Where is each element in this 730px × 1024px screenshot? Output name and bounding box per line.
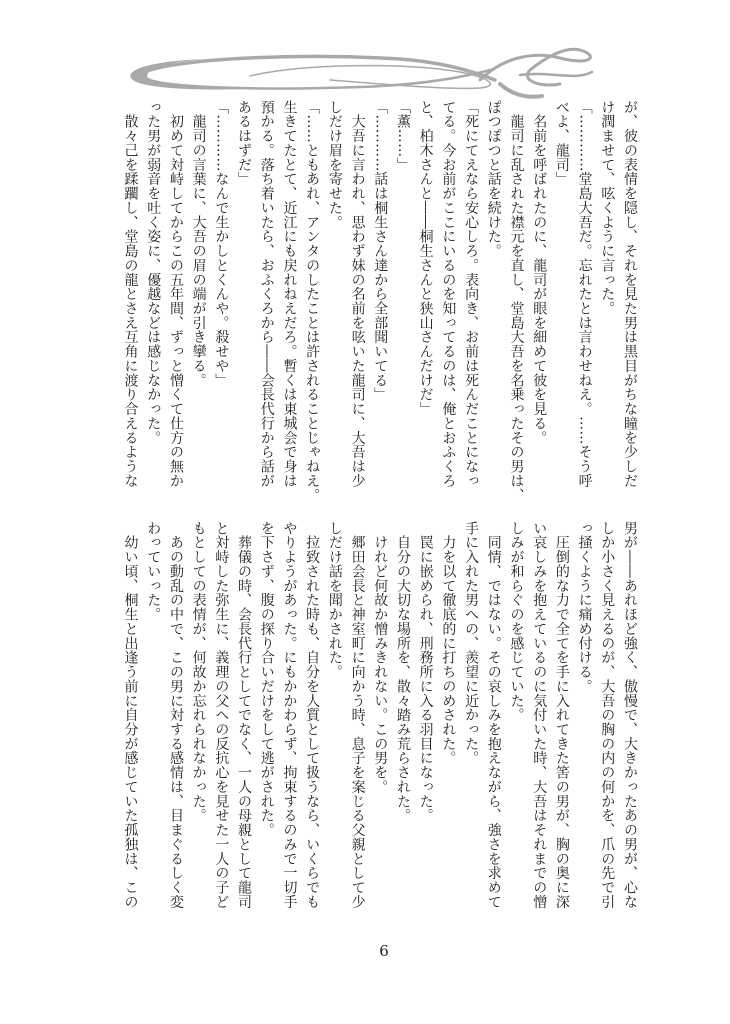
text-column: てる。今お前がここにいるのを知ってるのは、俺とおふくろ (440, 100, 457, 488)
text-column: 龍司の言葉に、大吾の眉の端が引き攣る。 (190, 100, 207, 388)
lower-text-block (119, 521, 641, 913)
text-column: 葬儀の時、会長代行としてでなく、一人の母親として龍司 (236, 521, 253, 909)
text-column: 「…………なんで生かしとくんや。殺せや」 (213, 100, 230, 388)
text-column: あるはずだ」 (236, 100, 253, 187)
text-column: 「薫……」 (394, 100, 411, 172)
text-column: 力を以て徹底的に打ちのめされた。 (440, 521, 457, 766)
text-column: 自分の大切な場所を、散々踏み荒らされた。 (394, 521, 411, 823)
text-column: 男が――あれほど強く、傲慢で、大きかったあの男が、心な (622, 521, 638, 909)
text-column: 名前を呼ばれたのに、龍司が眼を細めて彼を見る。 (531, 100, 548, 445)
text-column: もとしての表情が、何故か忘れられなかった。 (190, 521, 207, 823)
text-column: 郷田会長と神室町に向かう時、息子を案じる父親として少 (349, 521, 366, 909)
text-column: しだけ話を聞かされた。 (326, 521, 343, 680)
text-column: 預かる。落ち着いたら、おふくろから――会長代行から話が (258, 100, 275, 488)
text-column: 圧倒的な力で全てを手に入れてきた筈の男が、胸の奥に深 (553, 521, 570, 909)
text-column: 「死にてえなら安心しろ。表向き、お前は死んだことになっ (463, 100, 480, 488)
text-column: べよ、龍司」 (553, 100, 570, 187)
upper-text-block (119, 100, 641, 503)
text-column: い哀しみを抱えているのに気付いた時、大吾はそれまでの憎 (531, 521, 548, 909)
text-column: 手に入れた男への、羨望に近かった。 (463, 521, 480, 766)
text-column: が、彼の表情を隠し、それを見た男は黒目がちな瞳を少しだ (622, 100, 638, 488)
text-column: と、柏木さんと――桐生さんと狭山さんだけだ」 (417, 100, 434, 417)
text-column: 罠に嵌められ、刑務所に入る羽目になった。 (417, 521, 434, 823)
text-column: 「…………話は桐生さん達から全部聞いてる」 (372, 100, 389, 402)
page-number: 6 (379, 942, 389, 960)
text-column: 散々己を蹂躙し、堂島の龍とさえ互角に渡り合えるような (122, 100, 139, 488)
text-column: 拉致された時も、自分を人質として扱うなら、いくらでも (304, 521, 321, 909)
text-column: と対峙した弥生に、義理の父への反抗心を見せた一人の子ど (213, 521, 230, 909)
text-column: 「……ともあれ、アンタのしたことは許されることじゃねえ。 (304, 100, 321, 503)
text-column: 初めて対峙してからこの五年間、ずっと憎くて仕方の無か (167, 100, 184, 488)
text-column: 生きてたとて、近江にも戻れねえだろ。暫くは東城会で身は (281, 100, 298, 488)
text-column: わっていった。 (145, 521, 162, 622)
text-column: け潤ませて、呟くように言った。 (599, 100, 616, 316)
text-column: 「…………堂島大吾だ。忘れたとは言わせねえ。……そう呼 (576, 100, 593, 488)
text-column: ぽつぽつと話を続けた。 (485, 100, 502, 259)
text-column: った男が弱音を吐く姿に、優越などは感じなかった。 (145, 100, 162, 445)
text-column: あの動乱の中で、この男に対する感情は、目まぐるしく変 (167, 521, 184, 909)
text-column: っ掻くように痛め付ける。 (576, 521, 593, 694)
text-column: しだけ眉を寄せた。 (326, 100, 343, 230)
text-column: けれど何故か憎みきれない。この男を。 (372, 521, 389, 795)
text-column: を下さず、腹の探り合いだけをして逃がされた。 (258, 521, 275, 838)
text-column: 同情、ではない。その哀しみを抱えながら、強さを求めて (485, 521, 502, 909)
text-column: 龍司に乱された襟元を直し、堂島大吾を名乗ったその男は、 (508, 100, 525, 503)
text-column: しか小さく見えるのが、大吾の胸の内の何かを、爪の先で引 (599, 521, 616, 909)
text-column: 大吾に言われ、思わず妹の名前を呟いた龍司に、大吾は少 (349, 100, 366, 488)
text-column: 幼い頃、桐生と出逢う前に自分が感じていた孤独は、この (122, 521, 139, 909)
text-column: しみが和らぐのを感じていた。 (508, 521, 525, 723)
decorative-flourish-icon (0, 0, 730, 110)
text-column: やりようがあった。にもかかわらず、拘束するのみで一切手 (281, 521, 298, 909)
